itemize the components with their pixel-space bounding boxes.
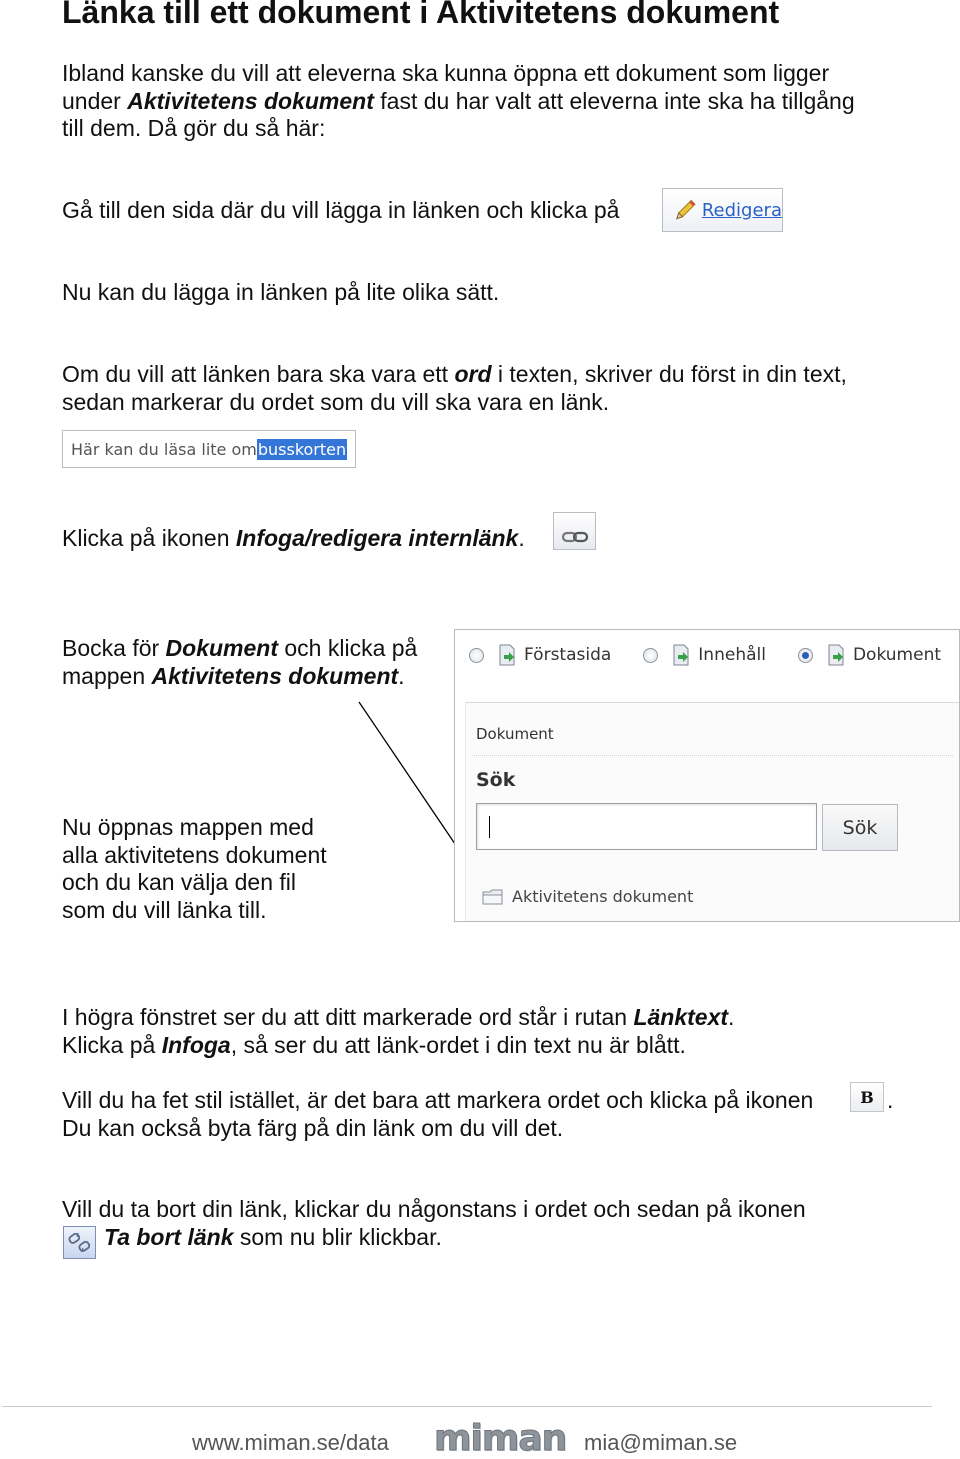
sample-text: Här kan du läsa lite om [71,439,257,459]
folder-icon [482,888,504,906]
broken-link-icon [64,1227,95,1258]
miman-logo: miman [434,1418,567,1459]
bold-paragraph: Vill du ha fet stil istället, är det bara att markera ordet och klicka på ikonen Du kan också byta färg på din länk om du vill det. [62,1087,814,1141]
link-type-options [469,644,960,666]
text-caret [489,816,490,838]
document-icon [672,644,690,666]
remove-paragraph-line2: Ta bort länk som nu blir klickbar. [104,1224,442,1250]
divider [472,755,953,756]
folder-aktivitetens-dokument[interactable]: Aktivitetens dokument [482,887,693,906]
ways-text: Nu kan du lägga in länken på lite olika sätt. [62,279,500,305]
radio-forstasida[interactable] [469,648,484,663]
page-title: Länka till ett dokument i Aktivitetens dokument [62,0,780,30]
chain-link-icon [562,530,588,544]
dokument-section [465,702,959,921]
document-icon [827,644,845,666]
intro-paragraph: Ibland kanske du vill att eleverna ska kunna öppna ett dokument som ligger under Aktivitetens dokument fast du har valt att eleverna inte ska ha tillgång till dem. Då gör du så här: [62,60,855,141]
selected-word: busskorten [257,439,347,459]
word-paragraph: Om du vill att länken bara ska vara ett ord i texten, skriver du först in din text, sedan markerar du ordet som du vill ska vara en länk. [62,361,847,415]
footer-email: mia@miman.se [584,1430,738,1455]
bold-button[interactable]: B [850,1082,884,1112]
footer-divider [2,1406,932,1407]
opens-paragraph: Nu öppnas mappen med alla aktivitetens dokument och du kan välja den fil som du vill länka till. [62,814,327,923]
search-input[interactable] [476,803,817,850]
radio-dokument[interactable] [798,648,813,663]
document-icon [498,644,516,666]
option-dokument[interactable]: Dokument [798,644,941,666]
search-button[interactable]: Sök [822,804,898,851]
remove-link-button[interactable] [63,1226,96,1259]
option-forstasida[interactable]: Förstasida [469,644,611,666]
right-window-paragraph: I högra fönstret ser du att ditt markerade ord står i rutan Länktext. Klicka på Infoga, så ser du att länk-ordet i din text nu är blått. [62,1004,735,1058]
sample-text-box [62,430,356,468]
radio-innehall[interactable] [643,648,658,663]
click-icon-text: Klicka på ikonen Infoga/redigera internlänk. [62,525,525,551]
edit-button-label: Redigera [701,199,782,221]
search-label: Sök [476,769,516,791]
link-dialog [454,629,960,922]
step-edit-text: Gå till den sida där du vill lägga in länken och klicka på [62,197,620,223]
footer-website: www.miman.se/data [192,1430,389,1455]
pencil-icon [673,197,698,223]
option-innehall[interactable]: Innehåll [643,644,766,666]
section-title: Dokument [476,725,554,743]
remove-paragraph-line1: Vill du ta bort din länk, klickar du någonstans i ordet och sedan på ikonen [62,1196,806,1222]
insert-link-button[interactable] [553,512,596,550]
bocka-paragraph: Bocka för Dokument och klicka på mappen Aktivitetens dokument. [62,635,418,689]
bold-paragraph-period: . [887,1087,894,1113]
edit-button[interactable] [662,188,783,232]
